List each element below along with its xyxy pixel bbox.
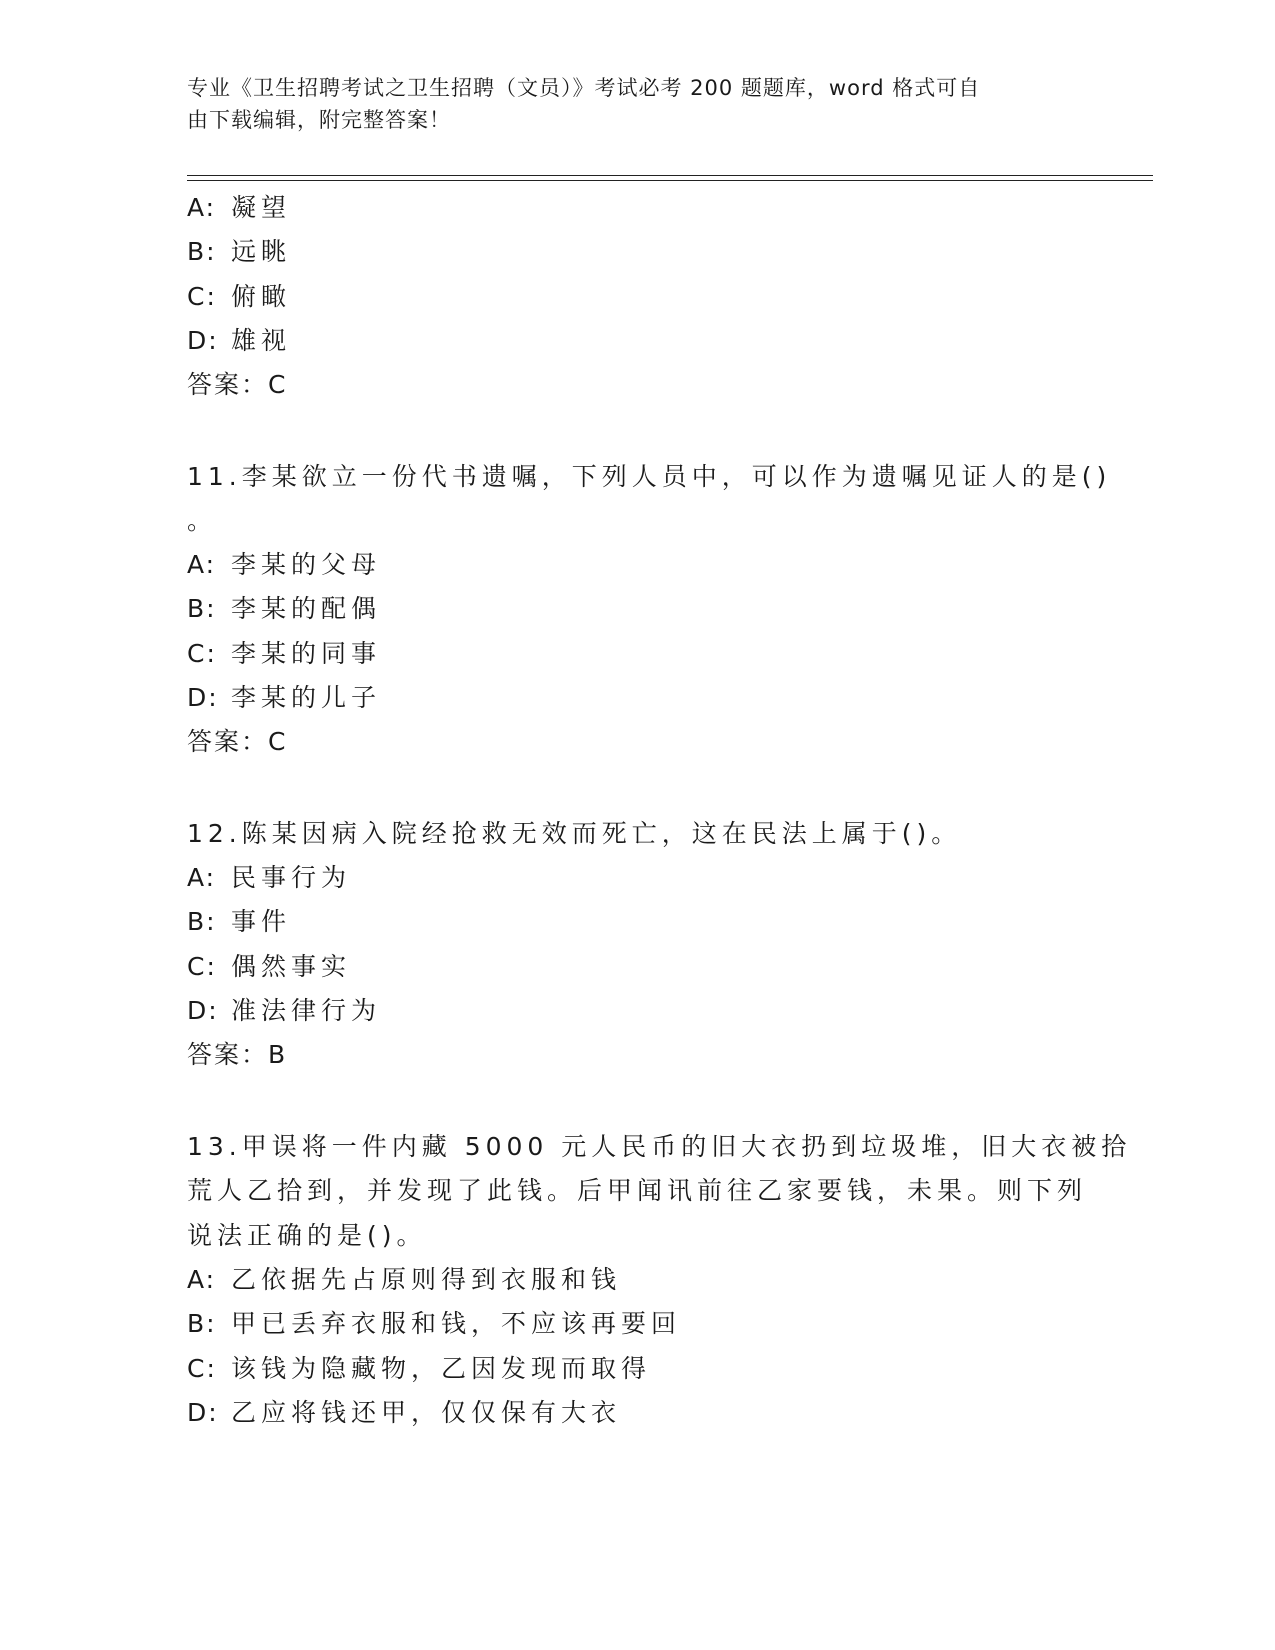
q12-option-c: C: 偶然事实 [187,952,352,981]
q13-option-b: B: 甲已丢弃衣服和钱，不应该再要回 [187,1309,682,1338]
q13-option-c: C: 该钱为隐藏物，乙因发现而取得 [187,1354,652,1383]
header-rule-bottom [187,180,1153,181]
q11-answer: 答案：C [187,727,288,756]
q11-stem-line-2: 。 [187,506,218,535]
header-line-1: 专业《卫生招聘考试之卫生招聘（文员）》考试必考 200 题题库，word 格式可自 [187,76,981,100]
q10-answer: 答案：C [187,370,288,399]
q10-option-a: A: 凝望 [187,193,292,222]
q12-option-b: B: 事件 [187,907,292,936]
q11-option-a: A: 李某的父母 [187,550,382,579]
q11-stem-line-1: 11.李某欲立一份代书遗嘱，下列人员中，可以作为遗嘱见证人的是() [187,462,1112,491]
q12-option-d: D: 准法律行为 [187,996,382,1025]
q13-stem-line-3: 说法正确的是()。 [187,1221,427,1250]
q11-option-c: C: 李某的同事 [187,639,382,668]
q11-option-b: B: 李某的配偶 [187,594,382,623]
q13-stem-line-1: 13.甲误将一件内藏 5000 元人民币的旧大衣扔到垃圾堆，旧大衣被拾 [187,1132,1132,1161]
q10-option-b: B: 远眺 [187,237,292,266]
document-header [187,72,1067,136]
q12-stem-line-1: 12.陈某因病入院经抢救无效而死亡，这在民法上属于()。 [187,819,962,848]
q13-stem-line-2: 荒人乙拾到，并发现了此钱。后甲闻讯前往乙家要钱，未果。则下列 [187,1176,1088,1205]
q12-answer: 答案：B [187,1040,288,1069]
header-rule-top [187,175,1153,176]
q13-option-d: D: 乙应将钱还甲，仅仅保有大衣 [187,1398,622,1427]
q11-option-d: D: 李某的儿子 [187,683,382,712]
header-line-2: 由下载编辑，附完整答案！ [187,108,451,132]
q13-option-a: A: 乙依据先占原则得到衣服和钱 [187,1265,622,1294]
q10-option-c: C: 俯瞰 [187,282,292,311]
q12-option-a: A: 民事行为 [187,863,352,892]
q10-option-d: D: 雄视 [187,326,292,355]
